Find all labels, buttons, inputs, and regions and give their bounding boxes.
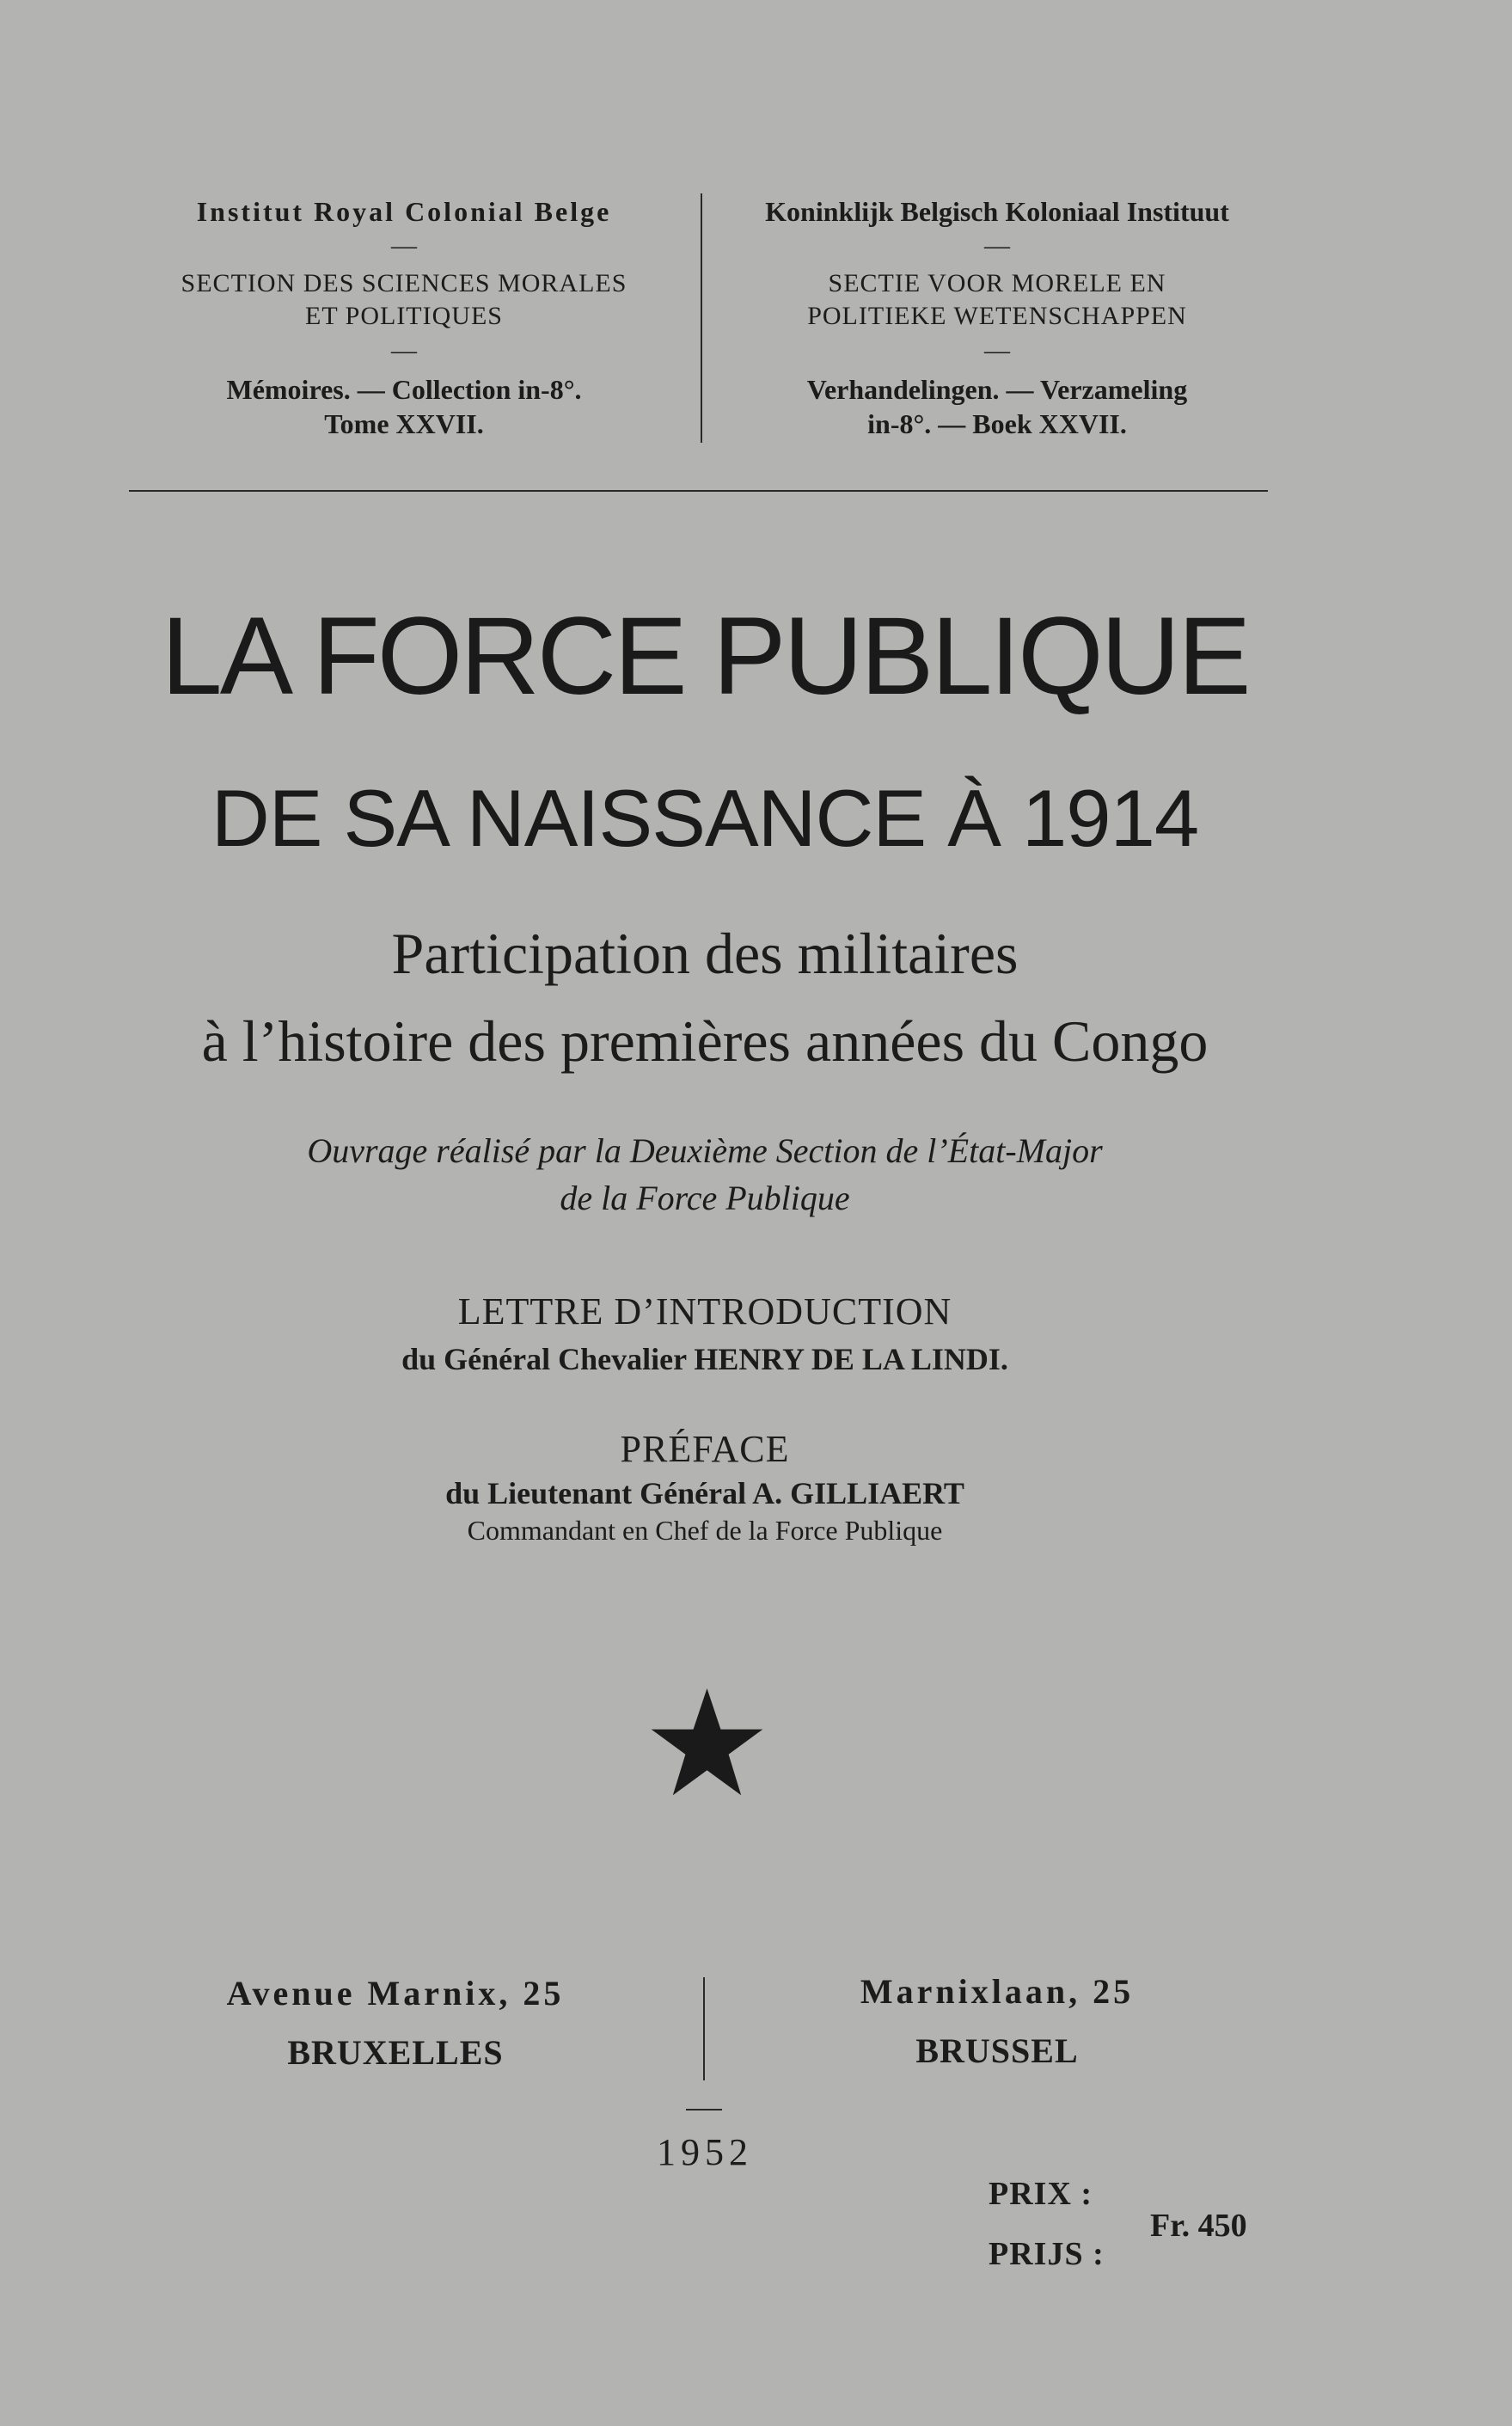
- institute-name-nl: Koninklijk Belgisch Koloniaal Instituut: [765, 196, 1229, 227]
- credit-line2: de la Force Publique: [560, 1179, 850, 1217]
- section-name-nl-line1: SECTIE VOOR MORELE EN: [828, 269, 1166, 297]
- book-title-secondary: DE SA NAISSANCE À 1914: [211, 773, 1199, 863]
- header-dash: —: [984, 336, 1010, 365]
- header-dash: —: [984, 231, 1010, 260]
- preface-heading: PRÉFACE: [620, 1428, 790, 1470]
- section-name-nl-line2: POLITIEKE WETENSCHAPPEN: [807, 302, 1187, 330]
- series-fr-line2: Tome XXVII.: [324, 408, 484, 439]
- book-title: LA FORCE PUBLIQUE: [161, 595, 1249, 718]
- section-name-fr-line1: SECTION DES SCIENCES MORALES: [181, 269, 627, 297]
- introduction-heading: LETTRE D’INTRODUCTION: [457, 1290, 952, 1332]
- header-dash: —: [391, 231, 417, 260]
- address-street-nl: Marnixlaan, 25: [860, 1972, 1135, 2011]
- address-street-fr: Avenue Marnix, 25: [226, 1974, 565, 2012]
- series-nl-line2: in-8°. — Boek XXVII.: [867, 408, 1127, 439]
- header-rule: [129, 490, 1268, 492]
- preface-author: du Lieutenant Général A. GILLIAERT: [445, 1476, 964, 1510]
- address-divider: [703, 1977, 705, 2080]
- price-value: Fr. 450: [1150, 2208, 1247, 2244]
- subtitle-line2: à l’histoire des premières années du Congo: [201, 1008, 1209, 1074]
- series-nl-line1: Verhandelingen. — Verzameling: [806, 374, 1188, 405]
- price-label-fr: PRIX :: [989, 2176, 1093, 2212]
- address-city-fr: BRUXELLES: [287, 2033, 504, 2072]
- series-fr-line1: Mémoires. — Collection in-8°.: [226, 374, 582, 405]
- institute-name-fr: Institut Royal Colonial Belge: [196, 196, 612, 227]
- price-label-nl: PRIJS :: [989, 2236, 1105, 2272]
- credit-line1: Ouvrage réalisé par la Deuxième Section de l’État-Major: [307, 1131, 1103, 1170]
- preface-author-role: Commandant en Chef de la Force Publique: [467, 1515, 943, 1546]
- header-column-divider: [701, 193, 702, 443]
- header-left-column: [120, 196, 688, 441]
- address-right: [756, 1971, 1238, 2071]
- star-icon: [649, 1685, 765, 1801]
- subtitle-line1: Participation des militaires: [391, 921, 1019, 986]
- header-right-column: [713, 196, 1281, 441]
- address-city-nl: BRUSSEL: [915, 2031, 1079, 2070]
- address-left: [155, 1973, 636, 2073]
- header-dash: —: [391, 336, 417, 365]
- introduction-author: du Général Chevalier HENRY DE LA LINDI.: [401, 1342, 1008, 1376]
- section-name-fr-line2: ET POLITIQUES: [305, 302, 503, 330]
- publication-year: 1952: [657, 2131, 753, 2173]
- year-dash: [686, 2109, 722, 2110]
